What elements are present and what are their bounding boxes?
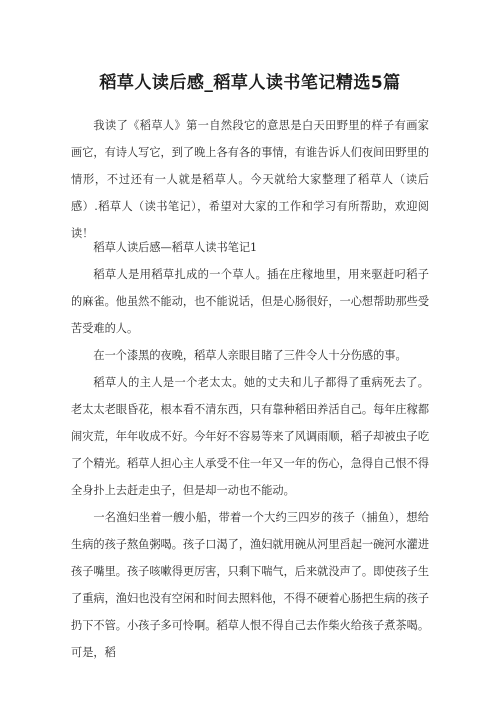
document-title: 稻草人读后感_稻草人读书笔记精选5篇 [99, 73, 401, 93]
section-block [71, 234, 429, 666]
body-paragraph: 在一个漆黑的夜晚，稻草人亲眼目睹了三件令人十分伤感的事。 [93, 349, 407, 362]
intro-block [71, 112, 429, 247]
body-paragraph: 一名渔妇坐着一艘小船，带着一个大约三四岁的孩子（捕鱼），想给生病的孩子熬鱼粥喝。孩子口渴了，渔妇就用碗从河里舀起一碗河水灌进孩子嘴里。孩子咳嗽得更厉害，只剩下喘气，后来就没声了。即使孩子生了重病，渔妇也没有空闲和时间去照料他，不得不硬着心肠把生病的孩子扔下不管。小孩子多可怜啊。稻草人恨不得自己去作柴火给孩子煮茶喝。可是，稻 [71, 511, 430, 659]
section-heading: 稻草人读后感—稻草人读书笔记1 [93, 241, 258, 254]
body-paragraph: 稻草人是用稻草扎成的一个草人。插在庄稼地里，用来驱赶叼稻子的麻雀。他虽然不能动，也不能说话，但是心肠很好，一心想帮助那些受苦受难的人。 [71, 268, 430, 335]
intro-paragraph: 我读了《稻草人》第一自然段它的意思是白天田野里的样子有画家画它，有诗人写它，到了晚上各有各的事情，有谁告诉人们夜间田野里的情形，不过还有一人就是稻草人。今天就给大家整理了稻草人（读后感）.稻草人（读书笔记），希望对大家的工作和学习有所帮助，欢迎阅读！ [71, 119, 430, 240]
body-paragraph: 稻草人的主人是一个老太太。她的丈夫和儿子都得了重病死去了。老太太老眼昏花，根本看不清东西，只有靠种稻田养活自己。每年庄稼都闹灾荒，年年收成不好。今年好不容易等来了风调雨顺，稻子却被虫子吃了个精光。稻草人担心主人承受不住一年又一年的伤心，急得自己恨不得全身扑上去赶走虫子，但是却一动也不能动。 [71, 376, 430, 497]
